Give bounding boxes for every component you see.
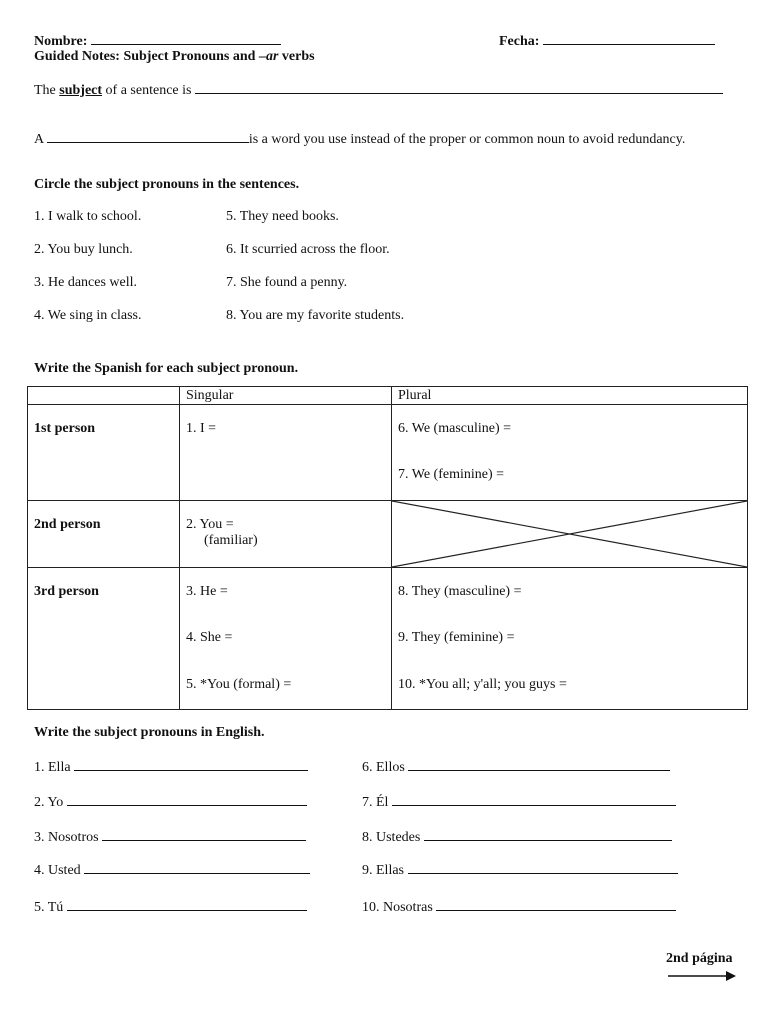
sentence-item: 6. It scurried across the floor. [226,242,390,257]
table-header-empty [28,387,180,405]
sentence-item: 3. He dances well. [34,275,138,290]
table-header-row [28,387,748,405]
pronoun-table [27,386,748,710]
answer-blank[interactable] [392,793,676,806]
table-row [28,405,748,501]
table-row [28,501,748,568]
nombre-field[interactable] [34,32,281,50]
row-label-3rd-person: 3rd person [28,568,180,710]
english-item[interactable]: 6. Ellos [362,758,670,776]
english-heading: Write the subject pronouns in English. [34,725,265,740]
sentence-item: 4. We sing in class. [34,308,142,323]
fecha-field[interactable] [499,32,715,50]
table-row [28,568,748,710]
english-item[interactable]: 9. Ellas [362,861,678,879]
english-item[interactable]: 4. Usted [34,861,310,879]
answer-blank[interactable] [436,898,676,911]
answer-blank[interactable] [84,861,310,874]
pronoun-definition-blank[interactable] [47,130,249,143]
arrow-right-icon [668,968,736,984]
cell-1st-plural[interactable]: 6. We (masculine) = 7. We (feminine) = [392,405,748,501]
sentence-item: 7. She found a penny. [226,275,348,290]
english-item[interactable]: 10. Nosotras [362,898,676,916]
cell-1st-singular[interactable]: 1. I = [180,405,392,501]
pronoun-definition: A is a word you use instead of the proper or common noun to avoid redundancy. [34,132,686,147]
nombre-blank[interactable] [91,32,281,45]
sentence-item: 5. They need books. [226,209,339,224]
answer-blank[interactable] [424,828,672,841]
english-item[interactable]: 7. Él [362,793,676,811]
nombre-label: Nombre: [34,34,88,49]
cell-2nd-plural-crossed [392,501,748,568]
table-header-singular: Singular [180,387,392,405]
subject-word: subject [59,83,103,98]
table-header-plural: Plural [392,387,748,405]
english-item[interactable]: 3. Nosotros [34,828,306,846]
answer-blank[interactable] [408,861,678,874]
english-item[interactable]: 8. Ustedes [362,828,672,846]
fecha-label: Fecha: [499,34,540,49]
next-page-label: 2nd página [666,951,733,966]
sentence-item: 2. You buy lunch. [34,242,133,257]
row-label-1st-person: 1st person [28,405,180,501]
subject-definition: The subject of a sentence is [34,81,723,99]
english-item[interactable]: 5. Tú [34,898,307,916]
subject-definition-blank[interactable] [195,81,723,94]
english-item[interactable]: 1. Ella [34,758,308,776]
circle-heading: Circle the subject pronouns in the sentences. [34,177,300,192]
answer-blank[interactable] [74,758,308,771]
answer-blank[interactable] [67,793,307,806]
answer-blank[interactable] [408,758,670,771]
answer-blank[interactable] [67,898,307,911]
page-title: Guided Notes: Subject Pronouns and –ar verbs [34,49,315,64]
english-item[interactable]: 2. Yo [34,793,307,811]
row-label-2nd-person: 2nd person [28,501,180,568]
spanish-heading: Write the Spanish for each subject pronoun. [34,361,299,376]
sentence-item: 1. I walk to school. [34,209,142,224]
answer-blank[interactable] [102,828,306,841]
fecha-blank[interactable] [543,32,715,45]
sentence-item: 8. You are my favorite students. [226,308,405,323]
cell-3rd-singular[interactable]: 3. He = 4. She = 5. *You (formal) = [180,568,392,710]
cross-out-mark [392,501,747,567]
cell-3rd-plural[interactable]: 8. They (masculine) = 9. They (feminine) = 10. *You all; y'all; you guys = [392,568,748,710]
cell-2nd-singular[interactable]: 2. You = (familiar) [180,501,392,568]
